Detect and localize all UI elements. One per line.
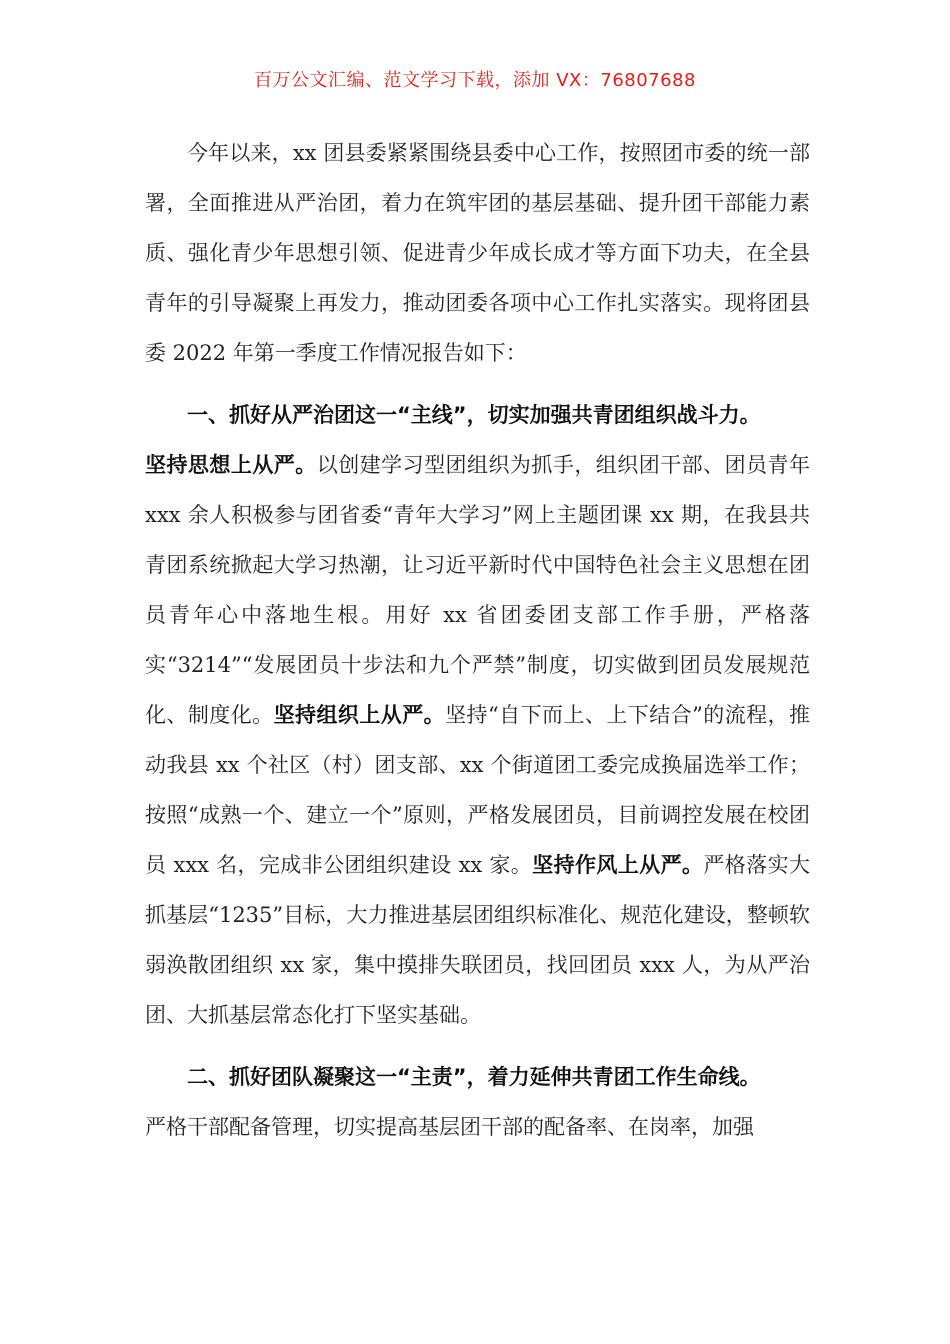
section-1-body bbox=[145, 440, 810, 1040]
section-2-body bbox=[145, 1102, 810, 1152]
section-1-lead-1: 坚持思想上从严。 bbox=[145, 453, 317, 477]
section-2-heading: 二、抓好团队凝聚这一“主责”，着力延伸共青团工作生命线。 bbox=[187, 1065, 761, 1089]
section-2-text-1: 严格干部配备管理，切实提高基层团干部的配备率、在岗率，加强 bbox=[145, 1115, 754, 1139]
section-1-text-3: 严格落实大抓基层“1235”目标，大力推进基层团组织标准化、规范化建设，整顿软弱涣散团组织 xx 家，集中摸排失联团员，找回团员 xxx 人，为从严治团、大抓基层常态化打下坚实基础。 bbox=[145, 853, 811, 1027]
section-1-heading: 一、抓好从严治团这一“主线”，切实加强共青团组织战斗力。 bbox=[187, 403, 761, 427]
section-1-text-2: 坚持“自下而上、上下结合”的流程，推动我县 xx 个社区（村）团支部、xx 个街道团工委完成换届选举工作；按照“成熟一个、建立一个”原则，严格发展团员，目前调控发展在校团员 xxx 名，完成非公团组织建设 xx 家。 bbox=[145, 703, 811, 877]
header-banner: 百万公文汇编、范文学习下载，添加 VX：76807688 bbox=[254, 70, 696, 91]
section-2-heading-paragraph bbox=[145, 1052, 810, 1102]
section-1-heading-paragraph bbox=[145, 390, 810, 440]
document-body bbox=[145, 128, 810, 1152]
section-1-text-1: 以创建学习型团组织为抓手，组织团干部、团员青年 xxx 余人积极参与团省委“青年大学习”网上主题团课 xx 期，在我县共青团系统掀起大学习热潮，让习近平新时代中国特色社会主义思想在团员青年心中落地生根。用好 xx 省团委团支部工作手册，严格落实“3214”“发展团员十步法和九个严禁”制度，切实做到团员发展规范化、制度化。 bbox=[145, 453, 810, 727]
section-1-lead-2: 坚持组织上从严。 bbox=[273, 703, 446, 727]
intro-paragraph: 今年以来，xx 团县委紧紧围绕县委中心工作，按照团市委的统一部署，全面推进从严治团，着力在筑牢团的基层基础、提升团干部能力素质、强化青少年思想引领、促进青少年成长成才等方面下功夫，在全县青年的引导凝聚上再发力，推动团委各项中心工作扎实落实。现将团县委 2022 年第一季度工作情况报告如下： bbox=[145, 141, 810, 365]
section-1-lead-3: 坚持作风上从严。 bbox=[532, 853, 704, 877]
